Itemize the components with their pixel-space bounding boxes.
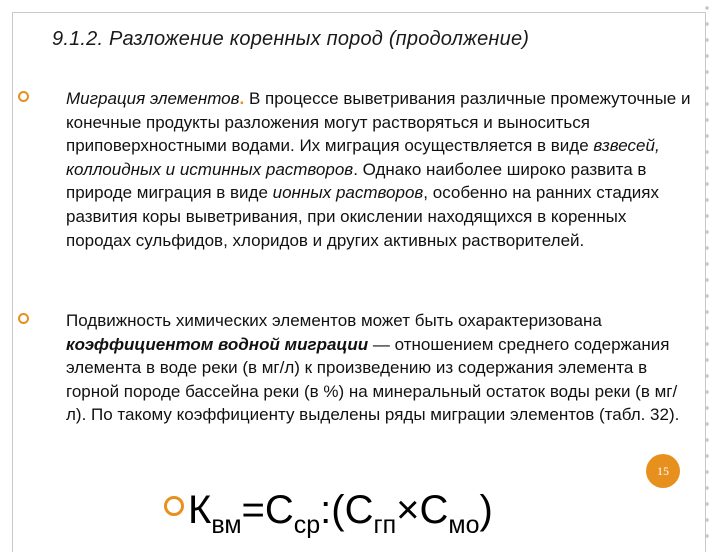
term-migration: Миграция элементов [66,89,240,108]
italic-ionic: ионных растворов [272,183,424,203]
formula-part: :(С [320,488,374,532]
bullet-text: — отношением среднего содержания элемента в воде реки (в мг/л) к произведению из содержания элемента в горной породе бассейна реки (в %) на минеральный остаток воды реки (в мг/л). По такому коэффициенту выделены ряды миграции элементов (табл. 32). [66,334,680,425]
bullet-circle-icon [18,91,29,102]
bullet-mobility [66,309,691,427]
bullet-text: , особенно на ранних стадиях развития коры выветривания, при окислении находящихся в коренных породах сульфидов, хлоридов и других активных растворителей. [66,183,659,250]
formula-sub: вм [211,511,242,539]
term-period: . [239,89,245,108]
italic-forms: взвесей, коллоидных и истинных растворов [66,136,660,179]
page-number-badge: 15 [646,454,680,488]
formula-part: ) [479,488,493,532]
formula-part: ×С [396,488,449,532]
dotted-edge-decoration [700,0,714,540]
formula-part: =С [241,488,294,532]
formula-sub: мо [448,511,480,539]
term-coefficient: коэффициентом водной миграции [66,334,369,354]
bullet-text: Подвижность химических элементов может быть охарактеризована [66,311,602,330]
formula-k: К [188,488,212,532]
migration-formula [164,482,493,538]
slide-title: 9.1.2. Разложение коренных пород (продолжение) [52,28,530,50]
bullet-circle-icon [164,496,184,516]
formula-sub: ср [293,511,321,539]
bullet-circle-icon [18,313,29,324]
bullet-text: В процессе выветривания различные промежуточные и конечные продукты разложения могут растворяться и выноситься приповерхностными водами. Их миграция осуществляется в виде [66,89,691,156]
bullet-migration [66,87,691,252]
formula-sub: гп [373,511,397,539]
bullet-text: . Однако наиболее широко развита в природе миграция в виде [66,159,647,203]
